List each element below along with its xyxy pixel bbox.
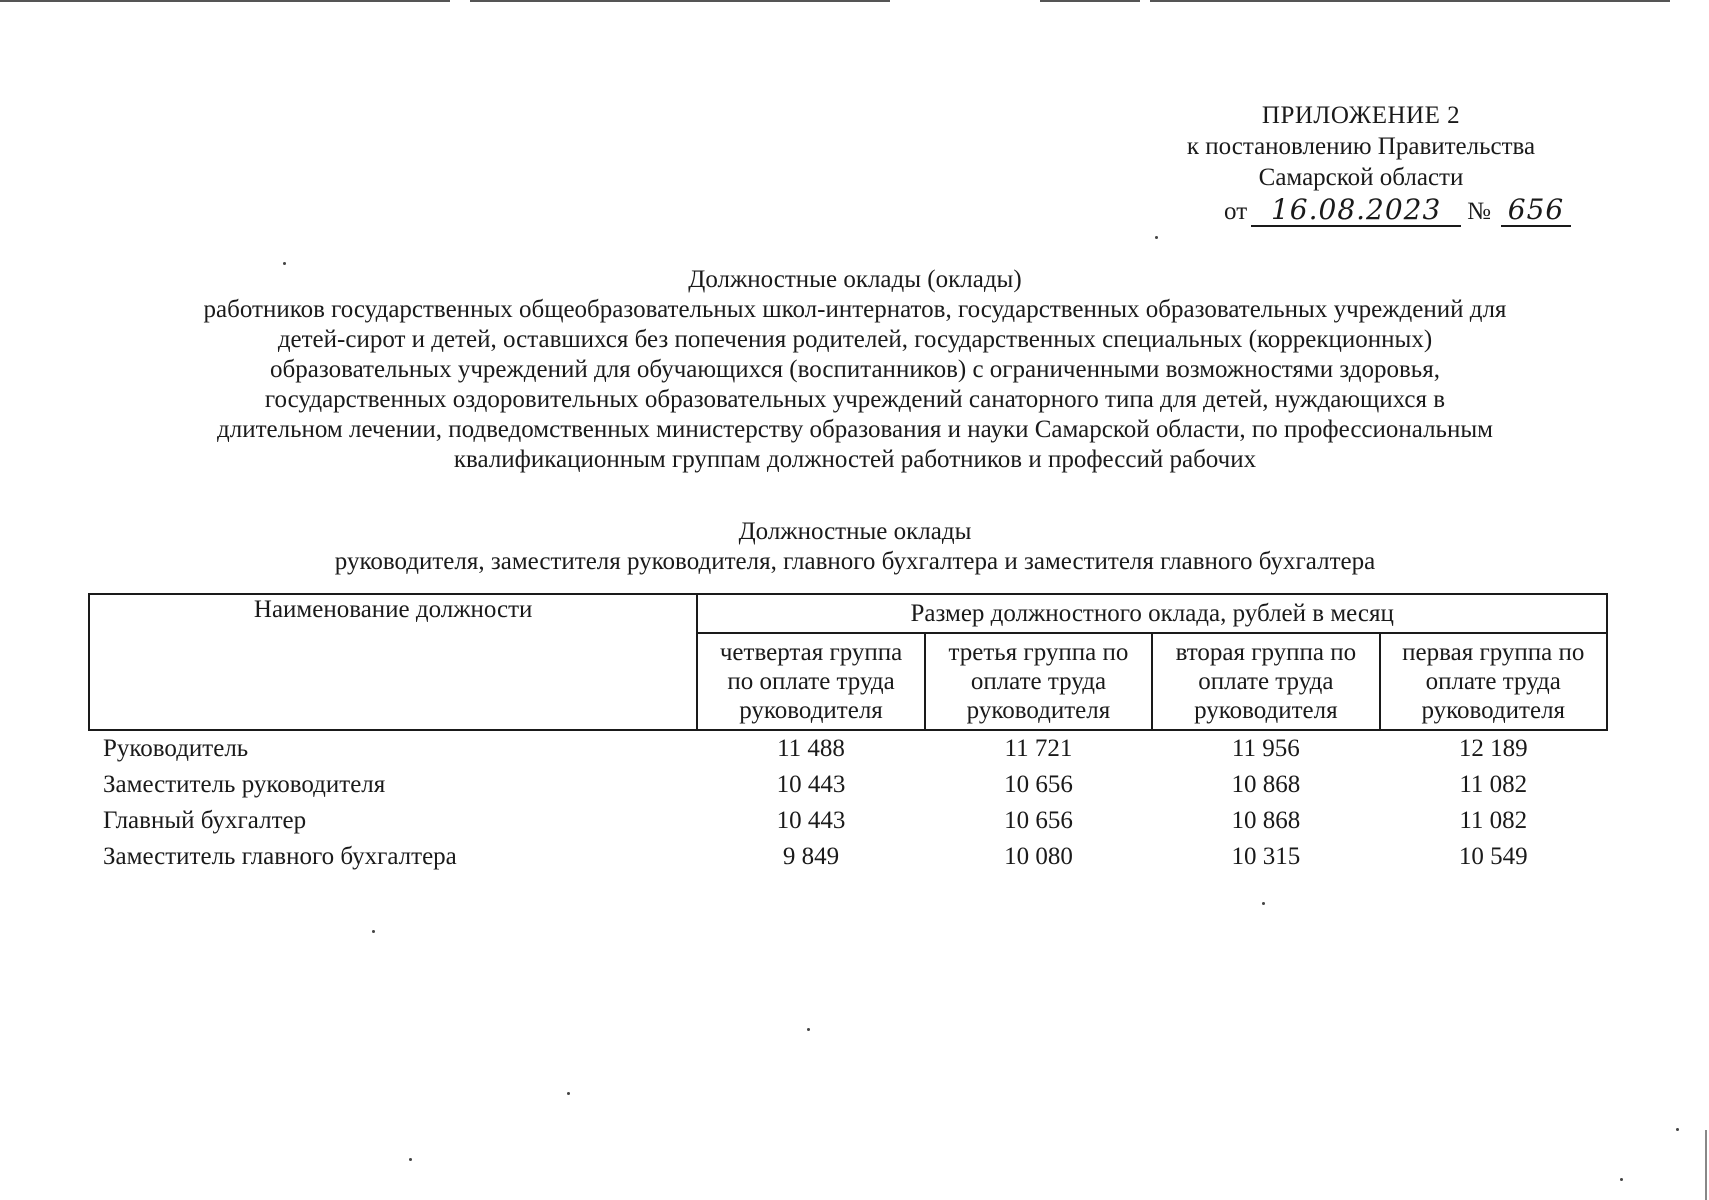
scan-edge-line — [1150, 0, 1670, 2]
main-heading-line: государственных оздоровительных образовательных учреждений санаторного типа для детей, нуждающихся в — [264, 386, 1446, 413]
position-name-header: Наименование должности — [89, 594, 697, 730]
salary-value: 10 656 — [1004, 771, 1073, 798]
handwritten-number: 656 — [1501, 195, 1571, 227]
salary-value: 10 868 — [1231, 807, 1301, 834]
salary-value: 12 189 — [1458, 735, 1528, 762]
appendix-block — [1151, 100, 1571, 227]
scan-speck — [409, 1158, 412, 1161]
table-row — [89, 803, 1607, 839]
scan-speck — [283, 262, 286, 265]
scan-edge-line — [0, 0, 450, 2]
scan-edge-line — [1040, 0, 1140, 2]
appendix-line-2: Самарской области — [1258, 164, 1464, 191]
sub-heading-line: руководителя, заместителя руководителя, главного бухгалтера и заместителя главного бухгалтера — [334, 548, 1376, 575]
position-name: Заместитель руководителя — [103, 771, 386, 798]
salary-table — [88, 593, 1608, 875]
scan-speck — [1620, 1178, 1623, 1181]
main-heading-title: Должностные оклады (оклады) — [688, 266, 1022, 293]
salary-value: 11 488 — [777, 735, 845, 762]
from-prefix: от — [1224, 198, 1248, 225]
main-heading-line: образовательных учреждений для обучающихся (воспитанников) с ограниченными возможностями здоровья, — [270, 356, 1440, 383]
handwritten-date: 16.08.2023 — [1251, 195, 1461, 227]
appendix-line-1: к постановлению Правительства — [1186, 133, 1536, 160]
scan-speck — [567, 1092, 570, 1095]
salary-value: 10 868 — [1231, 771, 1301, 798]
scan-speck — [372, 930, 375, 933]
salary-size-header: Размер должностного оклада, рублей в месяц — [697, 594, 1607, 633]
scan-speck — [1155, 236, 1158, 239]
salary-value: 10 443 — [776, 771, 846, 798]
appendix-title: ПРИЛОЖЕНИЕ 2 — [1261, 102, 1461, 129]
table-row — [89, 730, 1607, 767]
table-header-row — [89, 594, 1607, 633]
position-name: Главный бухгалтер — [103, 807, 307, 834]
position-name: Заместитель главного бухгалтера — [103, 843, 457, 870]
group-1-header: первая группа по оплате труда руководителя — [1380, 633, 1607, 730]
salary-value: 11 721 — [1004, 735, 1073, 762]
main-heading-line: работников государственных общеобразовательных школ-интернатов, государственных образовательных учреждений для — [203, 296, 1507, 323]
scan-speck — [807, 1028, 810, 1031]
scan-speck — [1262, 902, 1265, 905]
order-reference — [1151, 195, 1571, 227]
scan-edge-line — [470, 0, 890, 2]
scan-edge-mark — [1705, 1130, 1707, 1200]
salary-value: 10 315 — [1231, 843, 1301, 870]
main-heading-line: квалификационным группам должностей работников и профессий рабочих — [453, 446, 1257, 473]
salary-value: 10 443 — [776, 807, 846, 834]
scan-speck — [1676, 1128, 1679, 1131]
salary-value: 11 956 — [1231, 735, 1300, 762]
group-3-header: третья группа по оплате труда руководителя — [925, 633, 1152, 730]
main-heading — [120, 265, 1590, 475]
salary-value: 9 849 — [782, 843, 840, 870]
table-row — [89, 767, 1607, 803]
salary-value: 10 080 — [1004, 843, 1073, 870]
sub-heading — [120, 517, 1590, 577]
sub-heading-title: Должностные оклады — [738, 518, 972, 545]
table-row — [89, 839, 1607, 875]
position-name: Руководитель — [103, 735, 249, 762]
group-2-header: вторая группа по оплате труда руководителя — [1152, 633, 1379, 730]
salary-value: 11 082 — [1459, 807, 1528, 834]
main-heading-line: длительном лечении, подведомственных министерству образования и науки Самарской области, по профессиональным — [217, 416, 1493, 443]
group-4-header: четвертая группа по оплате труда руководителя — [697, 633, 924, 730]
salary-value: 10 656 — [1004, 807, 1073, 834]
salary-value: 11 082 — [1459, 771, 1528, 798]
salary-value: 10 549 — [1458, 843, 1528, 870]
number-sign: № — [1467, 198, 1491, 225]
main-heading-line: детей-сирот и детей, оставшихся без попечения родителей, государственных специальных (коррекционных) — [277, 326, 1433, 353]
